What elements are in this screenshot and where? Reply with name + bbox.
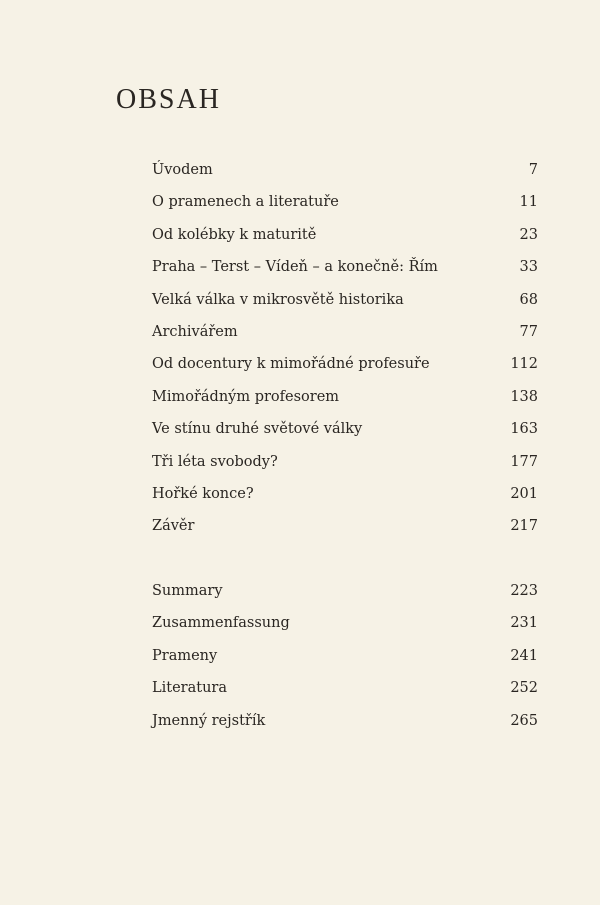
toc-entry-title: Mimořádným profesorem [152,388,340,405]
toc-entry-title: Ve stínu druhé světové války [152,421,363,438]
toc-entry [152,446,538,478]
toc-entry [152,705,538,737]
toc-entry-page: 163 [510,421,538,438]
toc-entry-title: Literatura [152,680,227,697]
toc-entry-title: Zusammenfassung [152,615,290,632]
toc-entry [152,575,538,607]
toc-entry-page: 11 [519,194,538,211]
toc-entry-page: 7 [528,162,538,178]
toc-entry-title: Summary [152,583,223,599]
toc-entry-title: Hořké konce? [152,485,254,502]
toc-entry-title: Praha – Terst – Vídeň – a konečně: Řím [152,259,438,276]
toc-entry [152,186,538,218]
toc-entry-page: 231 [510,615,538,632]
toc-entry-title: Archivářem [152,323,238,340]
toc-entry [152,413,538,445]
toc-entry-page: 33 [519,259,538,276]
toc-entry-page: 201 [510,485,538,502]
toc-entry-title: Prameny [152,647,218,664]
toc-entry [152,284,538,316]
toc-entry-title: Velká válka v mikrosvětě historika [152,291,404,308]
toc-entry [152,478,538,510]
toc-entry [152,348,538,380]
toc-entry-title: O pramenech a literatuře [152,194,339,211]
toc-appendices [152,575,538,737]
toc-entry-title: Od kolébky k maturitě [152,226,317,243]
toc-entry-title: Úvodem [152,162,213,178]
toc-entry-page: 241 [510,647,538,664]
toc-entry-page: 112 [510,356,538,373]
toc-entry-title: Tři léta svobody? [152,453,278,470]
toc-entry [152,219,538,251]
toc-entry [152,510,538,542]
toc-entry [152,381,538,413]
toc-chapters [152,154,538,543]
toc-entry-title: Od docentury k mimořádné profesuře [152,356,430,373]
toc-entry [152,251,538,283]
toc-entry [152,607,538,639]
toc-entry-page: 177 [510,453,538,470]
toc-entry-page: 252 [510,680,538,697]
toc-entry-title: Jmenný rejstřík [152,712,266,729]
toc-entry-page: 23 [519,226,538,243]
toc-entry-page: 68 [519,291,538,308]
toc-entry [152,640,538,672]
toc-entry-title: Závěr [152,518,195,535]
toc-entry-page: 223 [510,583,538,599]
toc-entry-page: 138 [510,388,538,405]
toc-entry-page: 217 [510,518,538,535]
page-title: OBSAH [116,84,221,115]
toc-entry [152,154,538,186]
toc-entry-page: 77 [519,323,538,340]
toc-entry [152,316,538,348]
toc-entry-page: 265 [510,712,538,729]
toc-entry [152,672,538,704]
